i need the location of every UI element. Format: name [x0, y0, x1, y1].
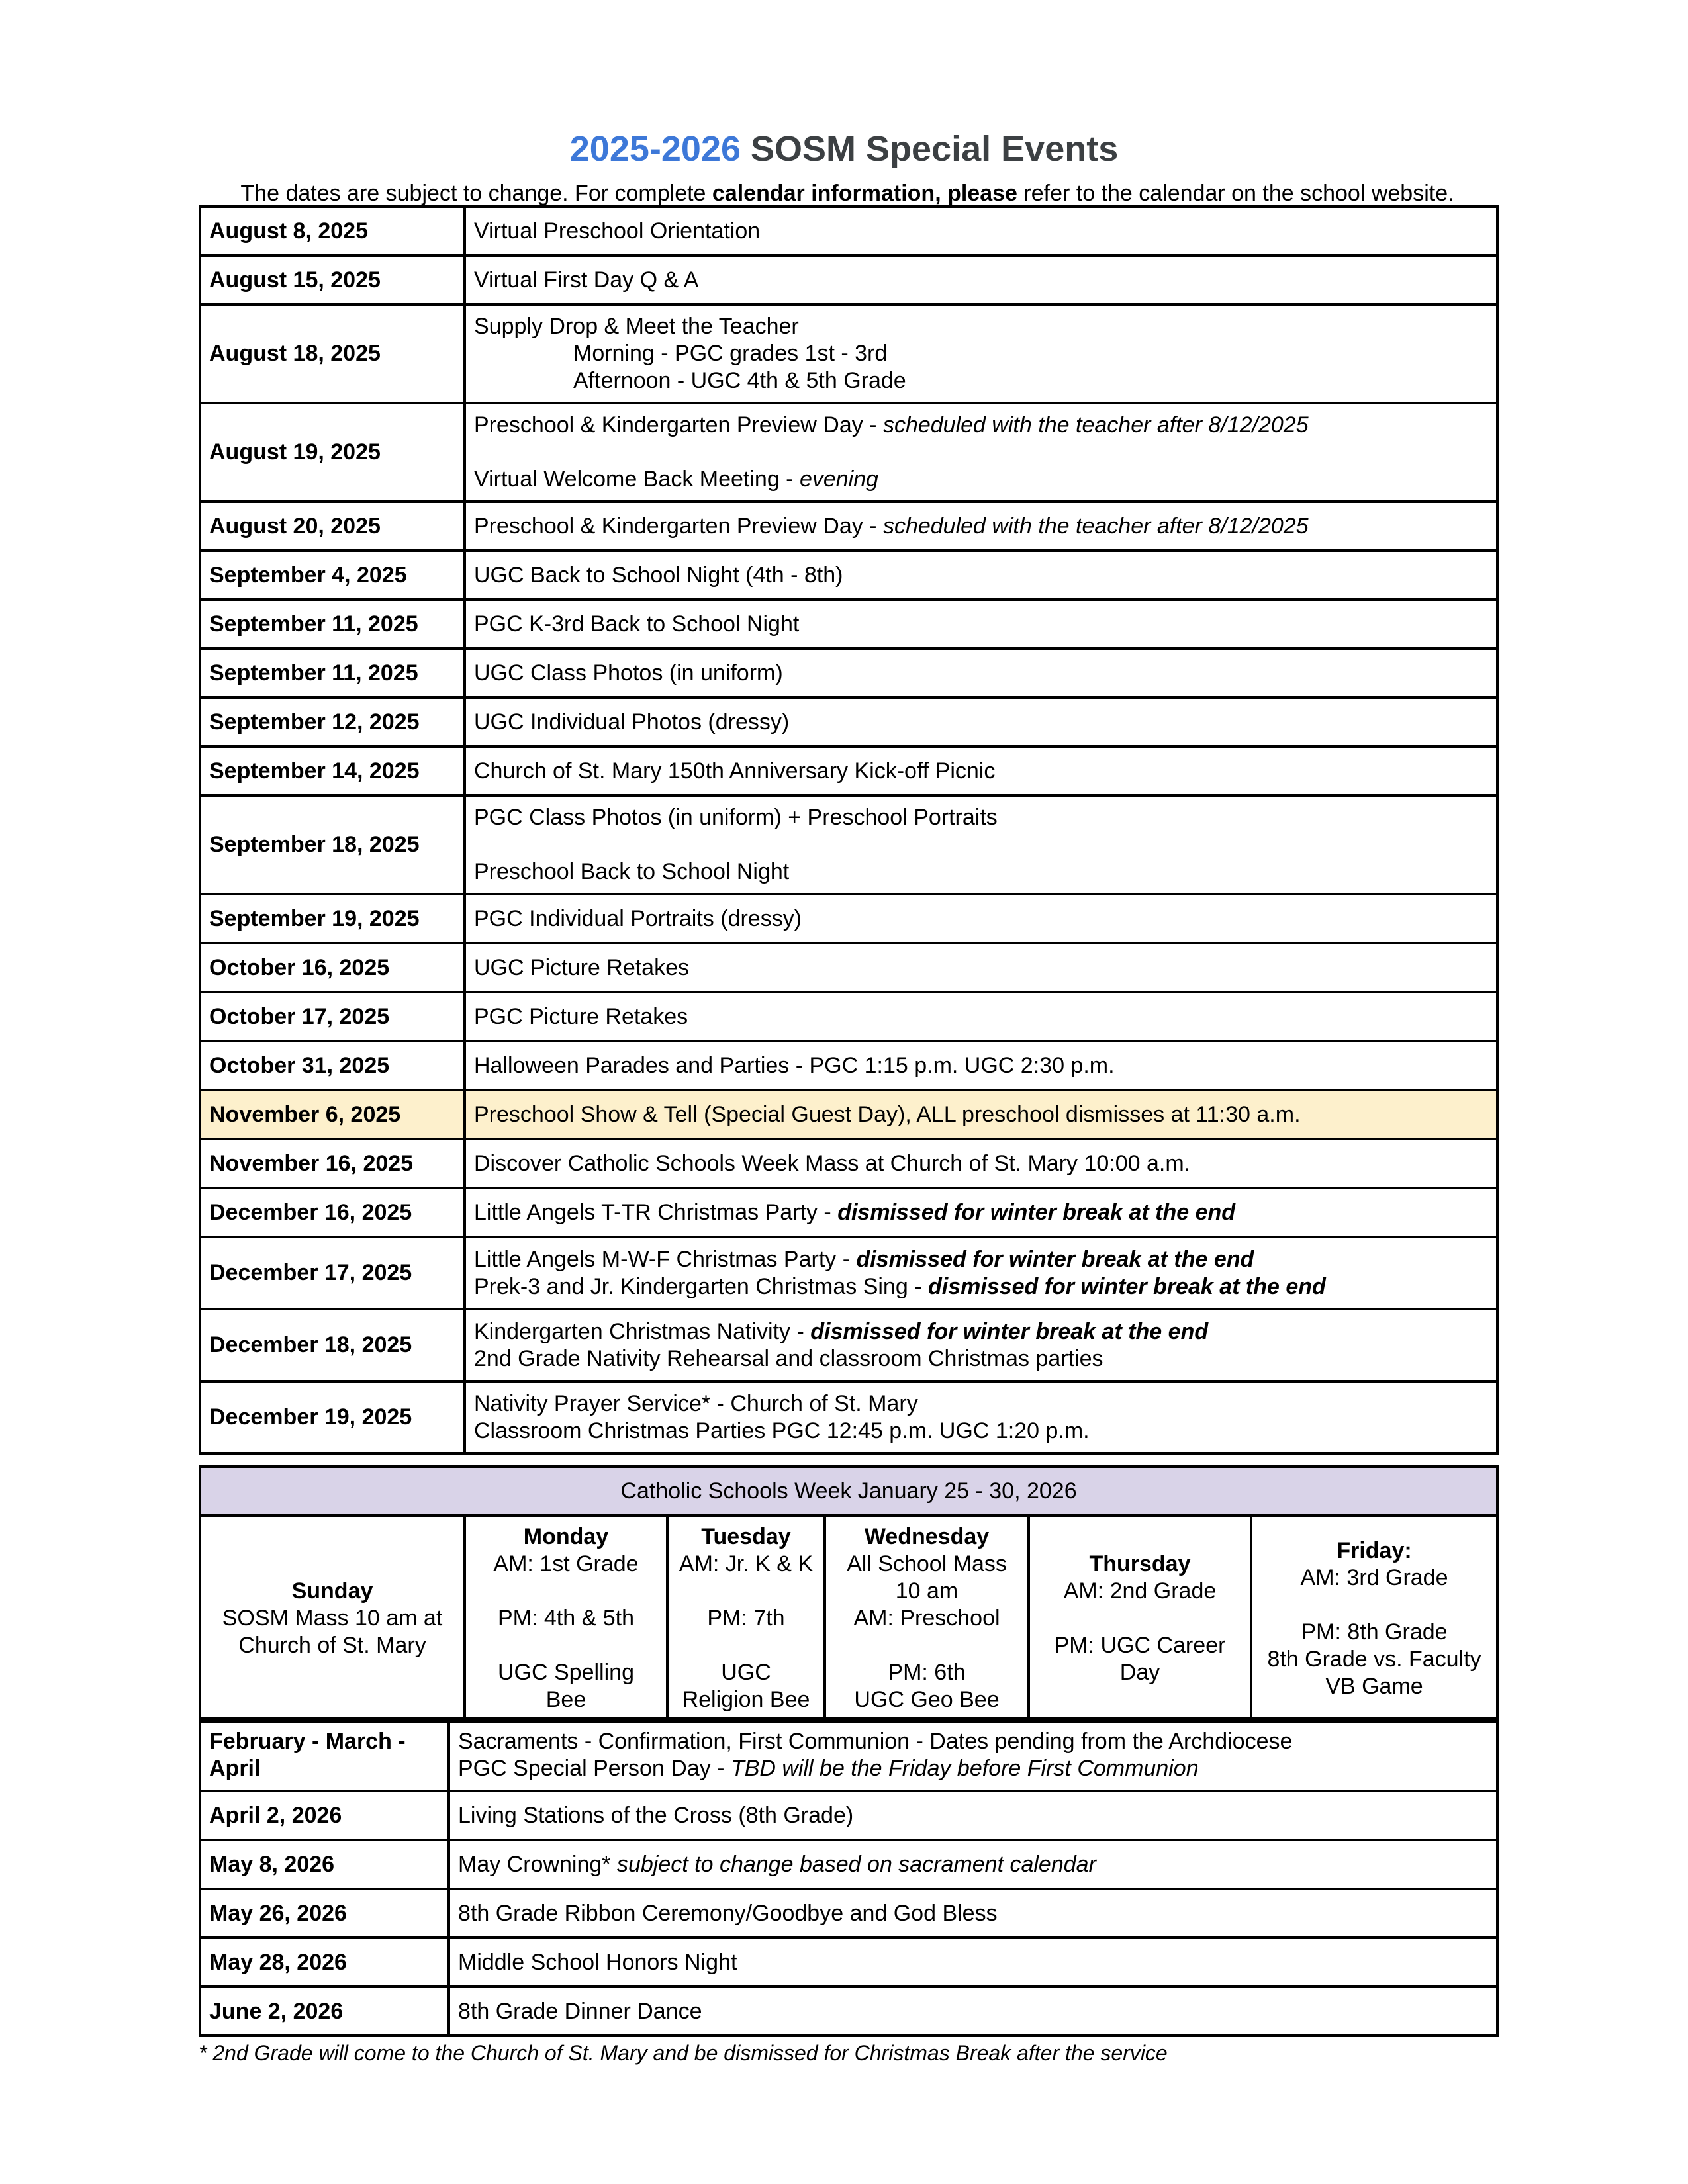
event-line [474, 1318, 1488, 1345]
event-note: scheduled with the teacher after 8/12/2025 [882, 513, 1309, 539]
event-date: December 18, 2025 [200, 1309, 465, 1381]
event-date: September 18, 2025 [200, 796, 465, 894]
day-line: PM: 7th [707, 1606, 785, 1631]
event-description: Virtual Preschool Orientation [465, 206, 1497, 255]
event-description [465, 1188, 1497, 1237]
event-description: Church of St. Mary 150th Anniversary Kick-off Picnic [465, 747, 1497, 796]
highlighted-table-row [200, 1090, 1497, 1139]
day-line: UGC Geo Bee [854, 1687, 1000, 1712]
event-description [449, 1719, 1497, 1791]
event-date: October 16, 2025 [200, 943, 465, 992]
day-name: Sunday [291, 1578, 373, 1604]
event-line: Preschool Back to School Night [474, 859, 790, 884]
event-note: dismissed for winter break at the end [856, 1246, 1254, 1272]
event-note: subject to change based on sacrament calendar [616, 1851, 1096, 1877]
title-year: 2025-2026 [569, 129, 741, 169]
day-line: PM: 4th & 5th [498, 1606, 634, 1631]
table-row [200, 304, 1497, 403]
day-name: Wednesday [864, 1524, 990, 1549]
day-line: 8th Grade vs. Faculty [1267, 1646, 1481, 1672]
event-date: September 19, 2025 [200, 894, 465, 943]
event-date: August 8, 2025 [200, 206, 465, 255]
event-date: December 19, 2025 [200, 1381, 465, 1453]
table-row [200, 698, 1497, 747]
notice-part: refer to the calendar on the school website. [1017, 181, 1454, 206]
table-row [200, 992, 1497, 1041]
day-line: AM: 3rd Grade [1300, 1565, 1448, 1590]
event-description: Halloween Parades and Parties - PGC 1:15 p.m. UGC 2:30 p.m. [465, 1041, 1497, 1090]
event-date: August 18, 2025 [200, 304, 465, 403]
event-note: dismissed for winter break at the end [927, 1273, 1326, 1299]
disclaimer-note [199, 179, 1496, 208]
table-row [200, 1139, 1497, 1188]
notice-part: The dates are subject to change. For complete [240, 181, 712, 206]
event-line [458, 1755, 1488, 1782]
title-text: SOSM Special Events [741, 129, 1119, 169]
table-row [200, 403, 1497, 502]
event-note: dismissed for winter break at the end [810, 1318, 1209, 1344]
day-line: All School Mass [847, 1551, 1007, 1576]
table-row [200, 206, 1497, 255]
day-line: Day [1119, 1660, 1160, 1685]
table-row [200, 1840, 1497, 1889]
event-line: 2nd Grade Nativity Rehearsal and classroom Christmas parties [474, 1345, 1103, 1371]
event-note: scheduled with the teacher after 8/12/2025 [882, 412, 1309, 437]
day-cell-thursday [1029, 1516, 1251, 1721]
event-text: Kindergarten Christmas Nativity - [474, 1318, 811, 1344]
event-line [474, 412, 1488, 439]
day-cell-tuesday [667, 1516, 825, 1721]
event-description: UGC Picture Retakes [465, 943, 1497, 992]
day-line: AM: 2nd Grade [1063, 1578, 1217, 1604]
event-description: Discover Catholic Schools Week Mass at Church of St. Mary 10:00 a.m. [465, 1139, 1497, 1188]
day-line: PM: 8th Grade [1301, 1619, 1448, 1645]
event-description [465, 304, 1497, 403]
event-date: November 16, 2025 [200, 1139, 465, 1188]
table-row [200, 1467, 1497, 1516]
event-description: 8th Grade Dinner Dance [449, 1987, 1497, 2036]
event-description: PGC Individual Portraits (dressy) [465, 894, 1497, 943]
footnote: * 2nd Grade will come to the Church of St. Mary and be dismissed for Christmas Break after the service [199, 2041, 1168, 2065]
day-line: AM: Preschool [853, 1606, 1000, 1631]
event-description: Preschool Show & Tell (Special Guest Day), ALL preschool dismisses at 11:30 a.m. [465, 1090, 1497, 1139]
event-line: PGC Class Photos (in uniform) + Preschool Portraits [474, 805, 998, 830]
event-date: November 6, 2025 [200, 1090, 465, 1139]
day-line: AM: Jr. K & K [679, 1551, 814, 1576]
day-line: SOSM Mass 10 am at [222, 1606, 443, 1631]
event-date: September 11, 2025 [200, 600, 465, 649]
day-name: Friday: [1336, 1537, 1412, 1563]
event-description: PGC K-3rd Back to School Night [465, 600, 1497, 649]
event-date: October 17, 2025 [200, 992, 465, 1041]
event-text: PGC Special Person Day - [458, 1755, 731, 1781]
event-description [465, 1309, 1497, 1381]
table-row [200, 502, 1497, 551]
day-name: Monday [523, 1524, 609, 1549]
day-line: VB Game [1325, 1673, 1423, 1699]
event-description: UGC Class Photos (in uniform) [465, 649, 1497, 698]
table-row [200, 649, 1497, 698]
notice-bold: calendar information, please [712, 181, 1017, 206]
page-title [0, 126, 1688, 172]
table-row [200, 1938, 1497, 1987]
event-description [465, 1381, 1497, 1453]
day-line: Bee [545, 1687, 586, 1712]
table-row [200, 1889, 1497, 1938]
table-row [200, 1719, 1497, 1791]
day-line: UGC Spelling [498, 1660, 634, 1685]
event-date: September 12, 2025 [200, 698, 465, 747]
event-date: September 11, 2025 [200, 649, 465, 698]
event-date: August 15, 2025 [200, 255, 465, 304]
table-row [200, 1987, 1497, 2036]
table-row [200, 1041, 1497, 1090]
event-text: Little Angels M-W-F Christmas Party - [474, 1246, 857, 1272]
day-cell-sunday [200, 1516, 465, 1721]
event-line: Nativity Prayer Service* - Church of St. Mary [474, 1390, 918, 1416]
day-cell-wednesday [825, 1516, 1029, 1721]
event-date: September 14, 2025 [200, 747, 465, 796]
event-date: October 31, 2025 [200, 1041, 465, 1090]
event-line: Classroom Christmas Parties PGC 12:45 p.m. UGC 1:20 p.m. [474, 1418, 1090, 1443]
day-name: Tuesday [701, 1524, 791, 1549]
table-row [200, 1791, 1497, 1840]
weekday-row [200, 1516, 1497, 1721]
event-line [474, 1273, 1488, 1300]
event-date: December 16, 2025 [200, 1188, 465, 1237]
event-note: dismissed for winter break at the end [837, 1199, 1236, 1225]
event-description [465, 502, 1497, 551]
event-note: TBD will be the Friday before First Communion [730, 1755, 1199, 1781]
event-date: August 19, 2025 [200, 403, 465, 502]
event-text: Preschool & Kindergarten Preview Day - [474, 412, 883, 437]
event-description: UGC Back to School Night (4th - 8th) [465, 551, 1497, 600]
table-row [200, 747, 1497, 796]
event-description [465, 403, 1497, 502]
day-cell-monday [465, 1516, 667, 1721]
table-row [200, 1309, 1497, 1381]
event-note: evening [799, 467, 879, 492]
catholic-schools-week-table [199, 1465, 1499, 1723]
event-line [474, 1246, 1488, 1273]
event-text: May Crowning* [458, 1851, 617, 1877]
event-description [449, 1840, 1497, 1889]
day-line: PM: 6th [888, 1660, 966, 1685]
table-row [200, 894, 1497, 943]
event-line: Sacraments - Confirmation, First Communion - Dates pending from the Archdiocese [458, 1728, 1293, 1754]
event-text: Preschool & Kindergarten Preview Day - [474, 513, 883, 539]
event-line: Supply Drop & Meet the Teacher [474, 314, 799, 339]
day-line: AM: 1st Grade [493, 1551, 639, 1576]
table-row [200, 1237, 1497, 1309]
event-line [474, 466, 1488, 493]
event-date: May 28, 2026 [200, 1938, 449, 1987]
event-date: May 8, 2026 [200, 1840, 449, 1889]
event-description: Virtual First Day Q & A [465, 255, 1497, 304]
table-row [200, 551, 1497, 600]
event-text: Little Angels T-TR Christmas Party - [474, 1199, 838, 1225]
event-description: Middle School Honors Night [449, 1938, 1497, 1987]
fall-events-table [199, 205, 1499, 1455]
event-description [465, 1237, 1497, 1309]
day-line: UGC [721, 1660, 771, 1685]
event-text: Virtual Welcome Back Meeting - [474, 467, 800, 492]
day-line: Church of St. Mary [238, 1633, 426, 1658]
event-description: PGC Picture Retakes [465, 992, 1497, 1041]
day-line: 10 am [895, 1578, 959, 1604]
table-row [200, 255, 1497, 304]
event-date: May 26, 2026 [200, 1889, 449, 1938]
event-subline: Afternoon - UGC 4th & 5th Grade [573, 368, 906, 393]
event-description: Living Stations of the Cross (8th Grade) [449, 1791, 1497, 1840]
spring-events-table [199, 1717, 1499, 2037]
event-date: August 20, 2025 [200, 502, 465, 551]
table-row [200, 796, 1497, 894]
event-description [465, 796, 1497, 894]
event-description: 8th Grade Ribbon Ceremony/Goodbye and God Bless [449, 1889, 1497, 1938]
table-row [200, 1381, 1497, 1453]
event-date: December 17, 2025 [200, 1237, 465, 1309]
day-cell-friday [1251, 1516, 1497, 1721]
table-row [200, 1188, 1497, 1237]
event-text: Prek-3 and Jr. Kindergarten Christmas Sing - [474, 1273, 928, 1299]
event-date: April 2, 2026 [200, 1791, 449, 1840]
table-row [200, 943, 1497, 992]
event-subline: Morning - PGC grades 1st - 3rd [573, 341, 888, 366]
day-line: PM: UGC Career [1054, 1633, 1226, 1658]
event-description: UGC Individual Photos (dressy) [465, 698, 1497, 747]
day-name: Thursday [1089, 1551, 1191, 1576]
event-date: September 4, 2025 [200, 551, 465, 600]
catholic-week-title: Catholic Schools Week January 25 - 30, 2026 [200, 1467, 1497, 1516]
table-row [200, 600, 1497, 649]
event-date: February - March - April [200, 1719, 449, 1791]
event-date: June 2, 2026 [200, 1987, 449, 2036]
day-line: Religion Bee [682, 1687, 810, 1712]
